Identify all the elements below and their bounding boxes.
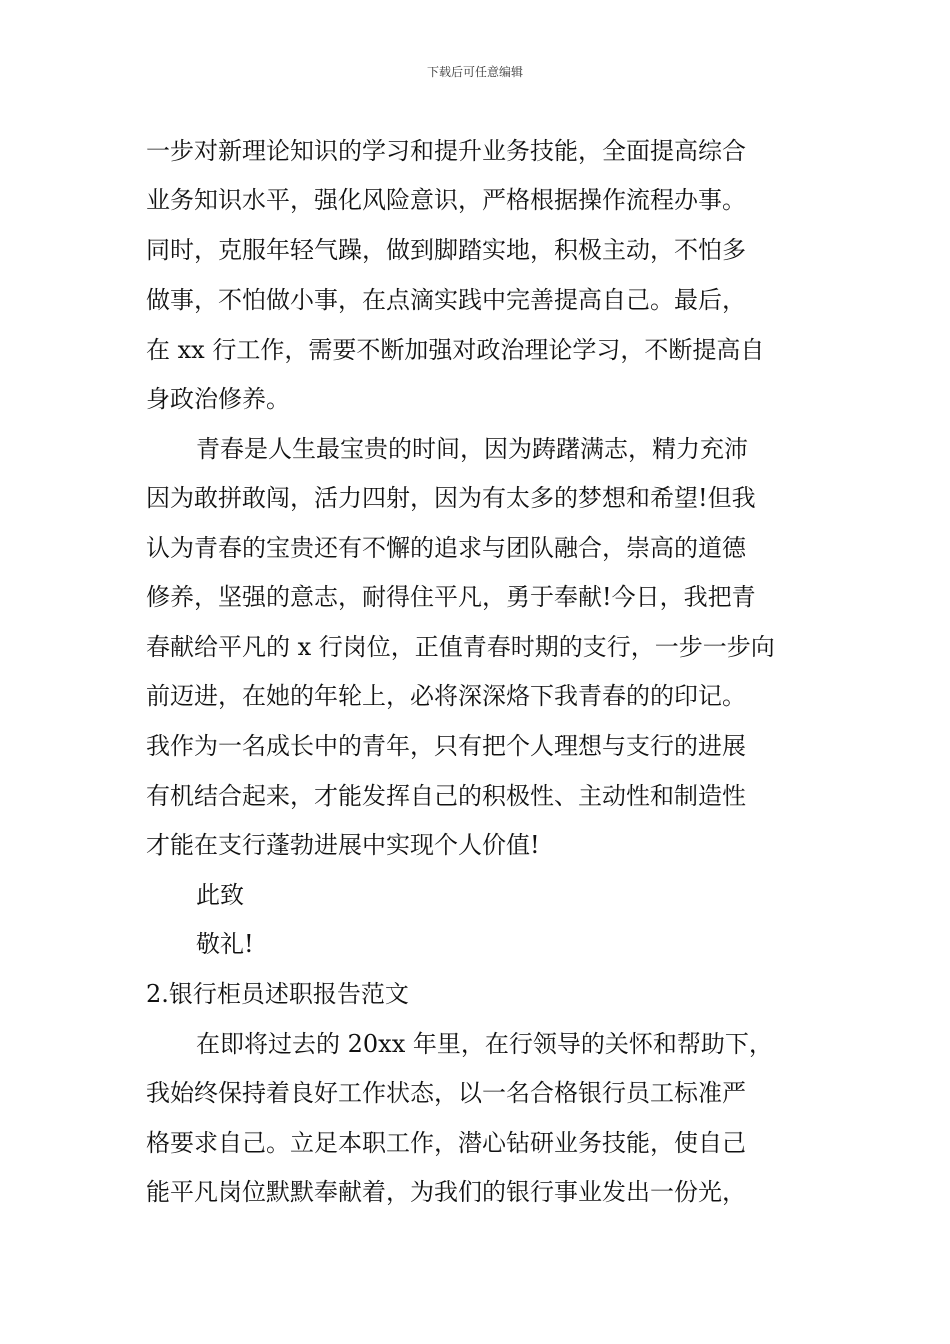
text-line: 业务知识水平，强化风险意识，严格根据操作流程办事。 [146,186,746,214]
closing-regards: 敬礼! [196,930,254,958]
text-line: 修养，坚强的意志，耐得住平凡，勇于奉献!今日，我把青 [146,583,756,611]
text-line: 我作为一名成长中的青年，只有把个人理想与支行的进展 [146,732,746,760]
text-line: 才能在支行蓬勃进展中实现个人价值! [146,831,540,859]
section-heading: 2.银行柜员述职报告范文 [146,980,409,1008]
text-line: 格要求自己。立足本职工作，潜心钻研业务技能，使自己 [146,1129,746,1157]
closing-salutation: 此致 [196,881,244,909]
text-line: 能平凡岗位默默奉献着，为我们的银行事业发出一份光， [146,1178,746,1206]
text-line: 春献给平凡的 x 行岗位，正值青春时期的支行，一步一步向 [146,633,775,661]
text-line: 前迈进，在她的年轮上，必将深深烙下我青春的的印记。 [146,682,746,710]
paragraph-start-line: 青春是人生最宝贵的时间，因为踌躇满志，精力充沛 [196,435,748,463]
text-line: 我始终保持着良好工作状态，以一名合格银行员工标准严 [146,1079,746,1107]
text-line: 做事，不怕做小事，在点滴实践中完善提高自己。最后， [146,286,746,314]
text-line: 认为青春的宝贵还有不懈的追求与团队融合，崇高的道德 [146,534,746,562]
text-line: 因为敢拼敢闯，活力四射，因为有太多的梦想和希望!但我 [146,484,756,512]
text-line: 在 xx 行工作，需要不断加强对政治理论学习，不断提高自 [146,336,765,364]
text-line: 一步对新理论知识的学习和提升业务技能，全面提高综合 [146,137,746,165]
paragraph-start-line: 在即将过去的 20xx 年里，在行领导的关怀和帮助下， [196,1030,773,1058]
text-line: 有机结合起来，才能发挥自己的积极性、主动性和制造性 [146,782,746,810]
page-header: 下载后可任意编辑 [426,65,523,79]
text-line: 身政治修养。 [146,385,290,413]
text-line: 同时，克服年轻气躁，做到脚踏实地，积极主动，不怕多 [146,236,746,264]
